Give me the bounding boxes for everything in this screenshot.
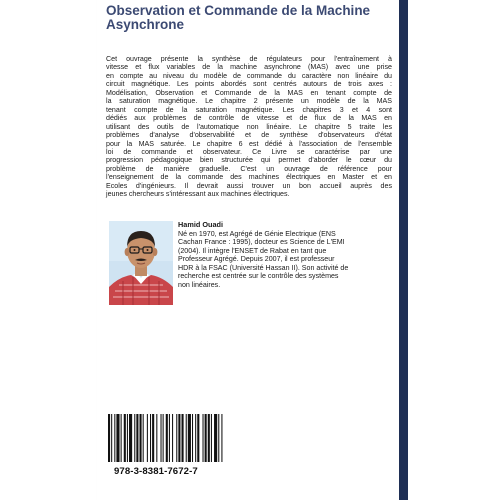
barcode-bar — [114, 414, 115, 462]
barcode-bar — [195, 414, 196, 462]
book-spine — [399, 0, 408, 500]
barcode-bar — [188, 414, 191, 462]
barcode-bar — [218, 414, 219, 462]
barcode-bar — [221, 414, 222, 462]
abstract-line: pour la MAS saturée. Le chapitre 6 est dédié à l'association de l'ensemble — [106, 139, 392, 148]
abstract-line: vitesse et flux variables de la machine asynchrone (MAS) avec une prise — [106, 63, 392, 72]
barcode-bar — [161, 414, 162, 462]
barcode-bar — [140, 414, 142, 462]
author-bio — [178, 230, 390, 289]
barcode-bar — [182, 414, 184, 462]
author-portrait-image — [109, 221, 173, 305]
author-photo — [109, 221, 173, 305]
abstract-line: jeunes chercheurs s'intéressant aux machines électriques. — [106, 190, 290, 199]
book-title — [106, 4, 391, 32]
abstract-line: Modélisation, Observation et Commande de la MAS en tenant compte de — [106, 88, 392, 97]
barcode-bar — [121, 414, 122, 462]
barcode-bar — [150, 414, 151, 462]
author-bio-line: Cachan France : 1995), docteur es Science de L'EMI — [178, 238, 345, 247]
author-bio-line: HDR à la FSAC (Université Hassan II). Son activité de — [178, 263, 349, 272]
barcode-bar — [178, 414, 180, 462]
abstract-line: utilisant des outils de l'automatique non linéaire. Le chapitre 5 traite les — [106, 122, 392, 131]
author-bio-line: Né en 1970, est Agrégé de Génie Electrique (ENS — [178, 230, 336, 238]
abstract-line: problème de manière graduelle. C'est un ouvrage de référence pour — [106, 164, 392, 173]
barcode-bar — [156, 414, 157, 462]
book-abstract — [106, 55, 392, 199]
barcode-bar — [192, 414, 193, 462]
abstract-line: problèmes d'analyse d'observabilité et de synthèse d'observateurs d'état — [106, 131, 392, 140]
barcode-bar — [129, 414, 132, 462]
abstract-line: loi de commande et observateur. Ce Livre se caractérise par une — [106, 147, 392, 156]
barcode-bar — [197, 414, 199, 462]
barcode-image — [106, 414, 264, 462]
abstract-line: l'enseignement de la commande des machines électriques en Master et en — [106, 173, 392, 182]
book-title-line: Asynchrone — [106, 17, 185, 32]
barcode-bar — [136, 414, 138, 462]
barcode — [106, 414, 264, 462]
abstract-line: tenant compte de la saturation magnétique. Les chapitres 3 et 4 sont — [106, 105, 392, 114]
author-bio-line: recherche est centrée sur le contrôle des systèmes — [178, 272, 339, 281]
barcode-bar — [147, 414, 148, 462]
barcode-bar — [143, 414, 144, 462]
abstract-line: Ecoles d'ingénieurs. Il devrait aussi trouver un bon accueil auprès des — [106, 181, 392, 190]
barcode-bar — [211, 414, 212, 462]
abstract-line: la saturation magnétique. Le chapitre 2 présente un modèle de la MAS — [106, 97, 392, 106]
barcode-bar — [214, 414, 217, 462]
author-bio-line: non linéaires. — [178, 280, 221, 289]
abstract-line: dédiés aux problèmes de contrôle de vitesse et de flux de la MAS en — [106, 114, 392, 123]
barcode-bar — [152, 414, 154, 462]
barcode-bar — [124, 414, 126, 462]
abstract-line: circuit magnétique. Les points abordés sont centrés autours de trois axes : — [106, 80, 392, 89]
barcode-bar — [203, 414, 204, 462]
barcode-bar — [166, 414, 168, 462]
barcode-bar — [134, 414, 135, 462]
barcode-bar — [205, 414, 207, 462]
barcode-bar — [172, 414, 173, 462]
barcode-bar — [186, 414, 187, 462]
barcode-bar — [208, 414, 210, 462]
barcode-bar — [116, 414, 119, 462]
abstract-line: progression pédagogique bien structurée qui permet d'aborder le cœur du — [106, 156, 392, 165]
book-title-line: Observation et Commande de la Machine — [106, 3, 371, 18]
isbn-number: 978-3-8381-7672-7 — [114, 466, 198, 477]
author-bio-line: Professeur Agrégé. Depuis 2007, il est professeur — [178, 255, 335, 264]
barcode-bar — [108, 414, 110, 462]
author-name: Hamid Ouadi — [178, 220, 224, 229]
abstract-line: Cet ouvrage présente la synthèse de régulateurs pour l'entraînement à — [106, 55, 392, 63]
barcode-bar — [169, 414, 170, 462]
abstract-line: en compte au niveau du modèle de commande du caractère non linéaire du — [106, 71, 392, 80]
barcode-bar — [111, 414, 112, 462]
barcode-bar — [176, 414, 177, 462]
barcode-bar — [163, 414, 164, 462]
author-bio-line: (2004). Il intègre l'ENSET de Rabat en tant que — [178, 246, 327, 255]
barcode-bar — [127, 414, 128, 462]
